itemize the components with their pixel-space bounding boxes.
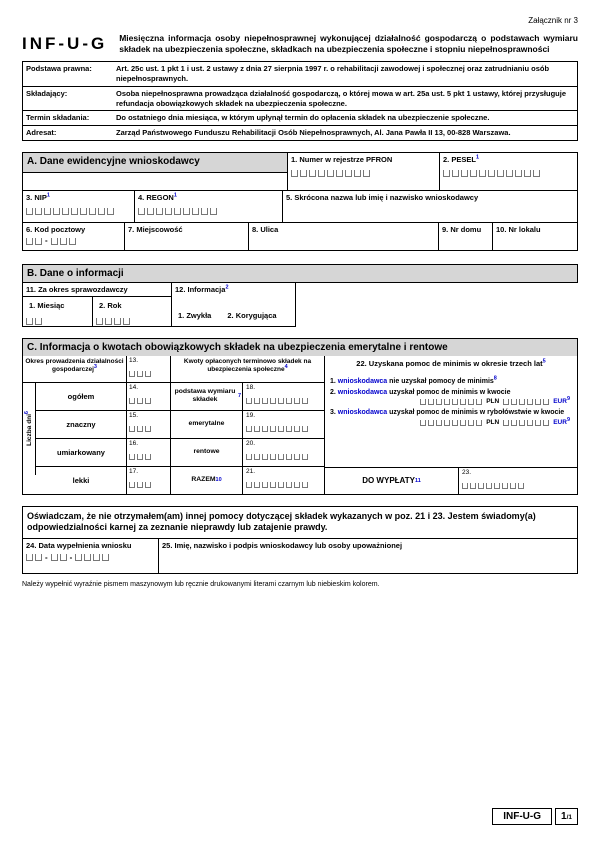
field-house-number[interactable] (439, 223, 493, 250)
field-pfron-number (287, 153, 439, 190)
field-16-input[interactable] (129, 454, 151, 460)
section-a-header (23, 153, 577, 191)
field-short-name-label: 5. Skrócona nazwa lub imię i nazwisko wnioskodawcy (286, 192, 479, 202)
section-a (22, 152, 578, 251)
section-a-row-2 (23, 191, 577, 223)
footnote-ref: 2 (225, 284, 229, 291)
option-who: wnioskodawca (337, 388, 388, 396)
field-15-number: 15. (129, 411, 139, 419)
footnote-ref: 9 (566, 396, 570, 403)
field-pesel-label-text: 2. PESEL (443, 154, 476, 164)
field-14 (126, 383, 170, 410)
table-row (36, 411, 170, 439)
fishery-eur-input[interactable] (503, 420, 549, 426)
postal-code-input[interactable] (26, 238, 121, 245)
de-minimis-header (325, 356, 577, 374)
legal-info-box (22, 61, 578, 141)
field-nip (23, 191, 135, 222)
field-regon-label-text: 4. REGON (138, 192, 174, 202)
fill-date-month[interactable] (51, 554, 67, 561)
field-reporting-period (22, 283, 172, 327)
option-text: uzyskał pomoc de minimis w rybołówstwie w kwocie (387, 409, 565, 417)
field-month (23, 297, 93, 326)
field-signature-label: 25. Imię, nazwisko i podpis wnioskodawcy lub osoby upoważnionej (162, 541, 403, 551)
option-text: nie uzyskał pomocy de minimis (387, 377, 494, 385)
section-c-title: C. Informacja o kwotach obowiązkowych składek na ubezpieczenia emerytalne i rentowe (23, 339, 577, 356)
business-period-header (23, 356, 126, 382)
field-17-input[interactable] (129, 482, 151, 488)
payout-label: DO WYPŁATY 11 (325, 468, 459, 494)
footnote-ref: 1 (173, 192, 177, 199)
row-label-text: rentowe (193, 448, 220, 456)
field-15 (126, 411, 170, 438)
table-row (171, 467, 324, 494)
field-pfron-label (291, 155, 436, 164)
option-who: wnioskodawca (337, 409, 388, 417)
form-title: Miesięczna informacja osoby niepełnosprawnej wykonującej działalność gospodarczą o podstawach wymiaru składek na ubezpieczenia społeczne, składkach na ubezpieczenia społeczne i stopniu niepełnosprawności (119, 33, 578, 54)
option-number: 3. (330, 409, 336, 417)
table-row (171, 411, 324, 439)
field-month-label: 1. Miesiąc (29, 300, 65, 310)
row-label-emerytalne (171, 411, 243, 438)
de-minimis-block (325, 356, 577, 494)
eur-label (553, 398, 570, 405)
field-23-number: 23. (462, 468, 472, 476)
days-count-label-text: Liczba dni (25, 414, 33, 447)
field-21 (243, 467, 324, 494)
nip-input[interactable] (26, 208, 114, 215)
field-apartment-number[interactable] (493, 223, 577, 250)
business-period-block (23, 356, 171, 494)
option-text: uzyskał pomoc de minimis w kwocie (387, 388, 511, 396)
field-city[interactable] (125, 223, 249, 250)
option-who: wnioskodawca (337, 377, 388, 385)
row-label-umiarkowany: umiarkowany (57, 447, 105, 457)
payout-label-text: DO WYPŁATY (362, 476, 415, 486)
field-information-type-label (172, 283, 295, 296)
field-20-input[interactable] (246, 454, 308, 460)
footnote-ref: 9 (566, 416, 570, 423)
field-18 (243, 383, 324, 410)
field-18-number: 18. (246, 383, 256, 391)
legal-label: Składający: (26, 88, 68, 98)
contributions-header (171, 356, 324, 383)
field-information-type (172, 283, 296, 327)
page-total: /1 (566, 814, 572, 821)
field-signature[interactable] (159, 539, 577, 573)
field-13-number: 13. (129, 356, 139, 364)
footnote-ref: 3 (93, 363, 97, 370)
de-minimis-amount-row (330, 397, 572, 407)
row-label-znaczny: znaczny (66, 419, 96, 429)
reporting-period-inputs (23, 296, 171, 326)
de-minimis-eur-input[interactable] (503, 399, 549, 405)
field-20-number: 20. (246, 439, 256, 447)
footer-form-code: INF-U-G (492, 808, 552, 825)
payout-row (325, 467, 577, 494)
eur-label (553, 416, 570, 426)
footnote-ref: 4 (284, 363, 288, 370)
de-minimis-header-text: 22. Uzyskana pomoc de minimis w okresie trzech lat (356, 358, 543, 368)
de-minimis-items (325, 374, 577, 467)
page-number-box (555, 808, 578, 825)
fill-date-day[interactable] (26, 554, 42, 561)
field-pfron-label-text: 1. Numer w rejestrze PFRON (291, 154, 393, 164)
eur-label-text: EUR (553, 419, 567, 426)
days-count-label (23, 411, 33, 447)
field-postal-code-label: 6. Kod pocztowy (26, 224, 86, 234)
legal-text: Zarząd Państwowego Funduszu Rehabilitacji Osób Niepełnosprawnych, Al. Jana Pawła II 13, 00-828 Warszawa. (116, 128, 511, 137)
field-13 (126, 356, 170, 382)
contributions-block (171, 356, 325, 494)
field-short-name[interactable] (283, 191, 577, 222)
field-house-number-label: 9. Nr domu (442, 224, 482, 234)
row-label-text: RAZEM (191, 476, 216, 484)
field-21-input[interactable] (246, 482, 308, 488)
declaration-text: Oświadczam, że nie otrzymałem(am) innej pomocy dotyczącej składek wykazanych w poz. 21 i 23. Jestem świadomy(a) odpowiedzialności karnej za zeznanie nieprawdy lub zatajenie prawdy. (23, 507, 577, 539)
footnote-ref: 5 (542, 358, 546, 365)
section-b (22, 264, 578, 327)
field-information-type-label-text: 12. Informacja (175, 284, 226, 294)
field-18-input[interactable] (246, 398, 308, 404)
fill-date-year[interactable] (75, 554, 109, 561)
field-15-input[interactable] (129, 426, 151, 432)
legal-label: Termin składania: (26, 113, 90, 123)
de-minimis-option-1[interactable] (330, 375, 572, 387)
attachment-note: Załącznik nr 3 (528, 16, 578, 25)
month-input[interactable] (26, 318, 42, 325)
row-label-rentowe (171, 439, 243, 466)
date-separator: - (69, 552, 73, 562)
row-label-text: emerytalne (188, 420, 225, 428)
eur-label-text: EUR (553, 398, 567, 406)
de-minimis-pln-input[interactable] (420, 399, 482, 405)
field-21-number: 21. (246, 467, 256, 475)
declaration-fields (23, 539, 577, 573)
days-rows (36, 383, 170, 485)
legal-label: Adresat: (26, 128, 57, 137)
business-period-body (23, 383, 170, 485)
declaration-block (22, 506, 578, 574)
field-reporting-period-label: 11. Za okres sprawozdawczy (26, 284, 128, 294)
row-label-lekki: lekki (72, 475, 90, 485)
contributions-header-text: Kwoty opłaconych terminowo składek na ubezpieczenia społeczne (183, 357, 312, 373)
form-header (22, 33, 578, 54)
field-pesel (439, 153, 577, 190)
legal-row-podstawa-prawna (23, 62, 577, 87)
row-label-text: podstawa wymiaru składek (174, 388, 236, 404)
legal-row-termin (23, 111, 577, 126)
field-20 (243, 439, 324, 466)
section-b-fields (22, 283, 578, 327)
field-apartment-number-label: 10. Nr lokalu (496, 224, 541, 234)
field-pesel-label (443, 155, 574, 164)
pesel-input[interactable] (443, 170, 540, 177)
fill-date-input[interactable] (26, 554, 155, 561)
section-b-title: B. Dane o informacji (22, 264, 578, 283)
days-count-strip (23, 383, 36, 475)
field-23 (459, 468, 577, 494)
legal-text: Art. 25c ust. 1 pkt 1 i ust. 2 ustawy z dnia 27 sierpnia 1997 r. o rehabilitacji zawodowej i społecznej oraz zatrudnianiu osób niepełnosprawnych. (116, 64, 550, 83)
option-zwykla[interactable]: 1. Zwykła (178, 310, 212, 320)
field-fill-date-label: 24. Data wypełnienia wniosku (26, 541, 132, 551)
business-period-header-row (23, 356, 170, 383)
field-14-number: 14. (129, 383, 139, 391)
row-label-podstawa: podstawa wymiaru składek 7 (171, 383, 243, 410)
regon-input[interactable] (138, 208, 217, 215)
field-year-label: 2. Rok (99, 300, 122, 310)
field-14-input[interactable] (129, 398, 151, 404)
fishery-pln-input[interactable] (420, 420, 482, 426)
legal-row-skladajacy (23, 87, 577, 112)
table-row (171, 383, 324, 411)
form-footer-codes (492, 808, 578, 825)
de-minimis-fishery-amount-row (330, 418, 572, 428)
row-label-ogolem: ogółem (67, 391, 95, 401)
business-period-header-text: Okres prowadzenia działalności gospodarczej (25, 357, 124, 373)
field-postal-code (23, 223, 125, 250)
field-regon (135, 191, 283, 222)
field-16 (126, 439, 170, 466)
footnote-ref: 6 (23, 411, 30, 415)
pfron-number-input[interactable] (291, 170, 370, 177)
field-year (93, 297, 171, 326)
field-19 (243, 411, 324, 438)
information-type-options (172, 296, 295, 326)
postal-code-part1[interactable] (26, 238, 42, 245)
field-17 (126, 467, 170, 494)
section-c-table (23, 356, 577, 494)
de-minimis-option-2[interactable] (330, 389, 572, 398)
date-separator: - (45, 552, 48, 562)
legal-row-adresat (23, 126, 577, 140)
option-number: 1. (330, 377, 336, 385)
section-a-title-cell (23, 153, 287, 190)
field-nip-label-text: 3. NIP (26, 192, 47, 202)
fill-instruction-note: Należy wypełnić wyraźnie pismem maszynowym lub ręcznie drukowanymi literami czarnym lub niebieskim kolorem. (22, 581, 380, 589)
table-row (36, 467, 170, 494)
option-number: 2. (330, 388, 336, 396)
legal-label: Podstawa prawna: (26, 64, 92, 74)
footnote-ref: 1 (475, 154, 479, 161)
field-city-label: 7. Miejscowość (128, 224, 183, 234)
legal-text: Osoba niepełnosprawna prowadząca działalność gospodarczą, o której mowa w art. 25a ust. 5 pkt 1 ustawy, której przysługuje refundacja obowiązkowych składek na ubezpieczenia społeczne. (116, 88, 566, 108)
field-23-input[interactable] (462, 483, 524, 489)
year-input[interactable] (96, 318, 130, 325)
postal-code-part2[interactable] (51, 238, 76, 245)
row-label-razem: RAZEM 10 (171, 467, 243, 494)
de-minimis-option-3[interactable] (330, 409, 572, 418)
section-c (22, 338, 578, 495)
page-number: 1 (561, 811, 567, 822)
table-row (36, 439, 170, 467)
pln-label: PLN (486, 419, 500, 426)
field-regon-label (138, 193, 279, 202)
field-nip-label (26, 193, 131, 202)
legal-text: Do ostatniego dnia miesiąca, w którym upłynął termin do opłacenia składek na ubezpieczenie społeczne. (116, 113, 490, 123)
field-19-number: 19. (246, 411, 256, 419)
option-korygujaca[interactable]: 2. Korygująca (227, 310, 277, 320)
table-row (171, 439, 324, 467)
table-row (36, 383, 170, 411)
section-a-title: A. Dane ewidencyjne wnioskodawcy (23, 153, 287, 173)
section-a-row-3 (23, 223, 577, 250)
field-16-number: 16. (129, 439, 139, 447)
postal-code-separator: - (45, 236, 48, 246)
form-code: INF-U-G (22, 34, 108, 53)
footnote-ref: 1 (46, 192, 50, 199)
field-19-input[interactable] (246, 426, 308, 432)
pln-label: PLN (486, 398, 500, 406)
footnote-ref: 8 (493, 375, 497, 382)
field-street-label: 8. Ulica (252, 224, 279, 234)
field-17-number: 17. (129, 467, 139, 475)
field-street[interactable] (249, 223, 439, 250)
field-13-input[interactable] (129, 371, 151, 377)
field-fill-date (23, 539, 159, 573)
